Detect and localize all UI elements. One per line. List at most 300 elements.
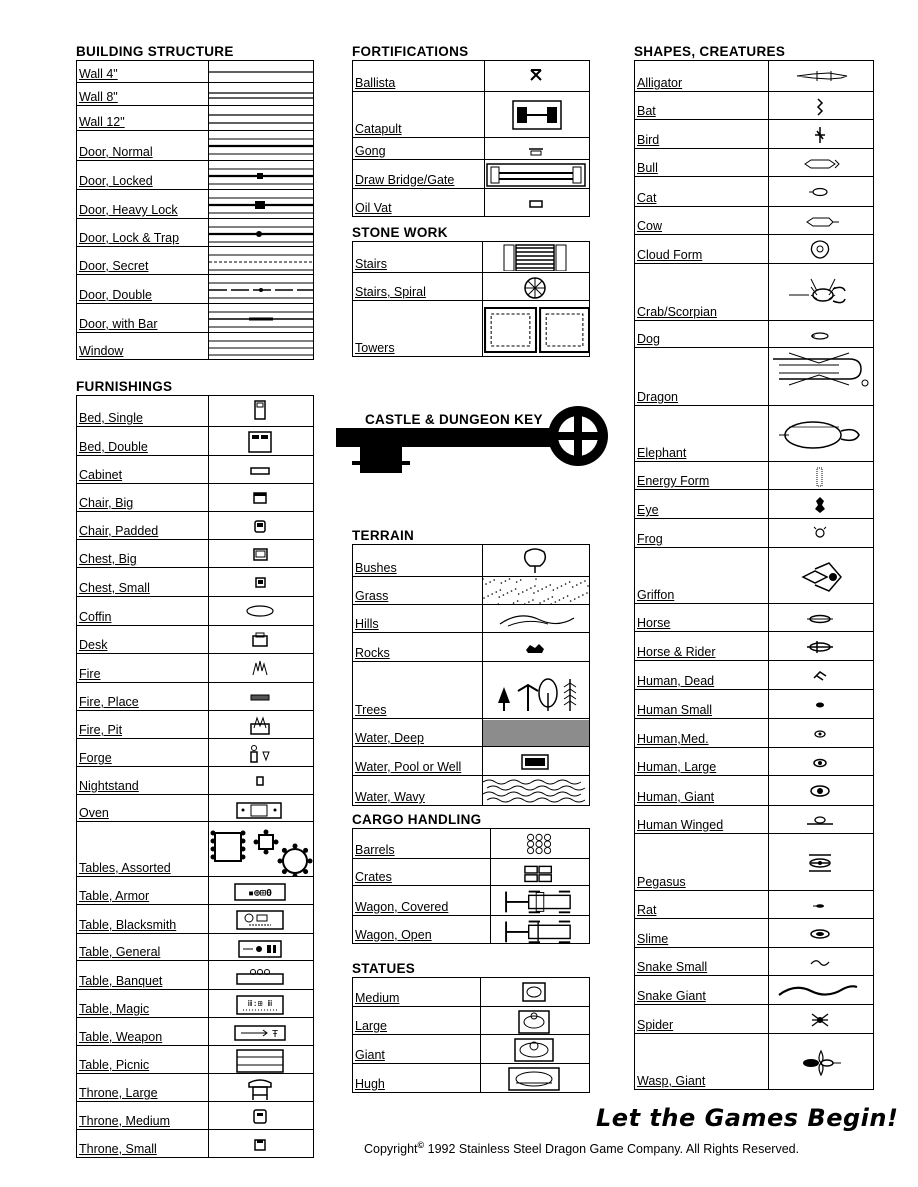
legend-row: [353, 858, 589, 885]
legend-row: [77, 539, 313, 567]
cabinet-icon: [209, 456, 313, 483]
legend-label: Throne, Large: [77, 1074, 209, 1101]
legend-row: [353, 775, 589, 805]
legend-label: Draw Bridge/Gate: [353, 160, 485, 188]
legend-label: Bat: [635, 92, 769, 119]
table-blacksmith-icon: [209, 905, 313, 933]
legend-table: [634, 60, 874, 1090]
legend-row: [353, 1063, 589, 1092]
oil-vat-icon: [485, 189, 589, 216]
legend-label: Wall 12": [77, 106, 209, 130]
legend-row: [77, 105, 313, 130]
legend-label: Window: [77, 333, 209, 359]
legend-label: Catapult: [353, 92, 485, 137]
crates-icon: [491, 859, 589, 885]
legend-row: [635, 890, 873, 918]
legend-label: Dragon: [635, 348, 769, 405]
legend-label: Slime: [635, 919, 769, 947]
legend-row: [635, 975, 873, 1004]
table-weapon-icon: [209, 1018, 313, 1045]
trees-icon: [483, 662, 589, 718]
legend-label: Wall 8": [77, 83, 209, 105]
legend-label: Elephant: [635, 406, 769, 461]
legend-row: [77, 61, 313, 82]
legend-row: [635, 489, 873, 518]
door-lock-trap-line-icon: [209, 219, 313, 246]
legend-label: Throne, Small: [77, 1130, 209, 1157]
legend-row: [77, 989, 313, 1017]
legend-row: [635, 918, 873, 947]
legend-label: Table, Armor: [77, 877, 209, 904]
rat-icon: [769, 891, 873, 918]
section-fortifications: [352, 44, 590, 217]
section-title: CARGO HANDLING: [352, 812, 482, 827]
legend-table: [76, 395, 314, 1158]
legend-row: [77, 82, 313, 105]
legend-label: Throne, Medium: [77, 1102, 209, 1129]
legend-label: Chest, Small: [77, 568, 209, 596]
stairs-icon: [483, 242, 589, 272]
snake-small-icon: [769, 948, 873, 975]
tables-assorted-icon: [209, 822, 313, 876]
key-title: CASTLE & DUNGEON KEY: [362, 412, 546, 427]
legend-row: [353, 829, 589, 858]
section-title: BUILDING STRUCTURE: [76, 44, 234, 59]
section-title: SHAPES, CREATURES: [634, 44, 786, 59]
legend-label: Fire, Pit: [77, 711, 209, 738]
legend-row: [635, 91, 873, 119]
legend-row: [635, 234, 873, 263]
section-title: STATUES: [352, 961, 416, 976]
legend-label: Human, Dead: [635, 661, 769, 689]
legend-label: Cloud Form: [635, 235, 769, 263]
legend-label: Water, Pool or Well: [353, 747, 483, 775]
cow-icon: [769, 207, 873, 234]
legend-row: [635, 833, 873, 890]
human-winged-icon: [769, 806, 873, 833]
statue-large-icon: [481, 1007, 589, 1034]
legend-row: [353, 137, 589, 159]
alligator-icon: [769, 61, 873, 91]
chair-big-icon: [209, 484, 313, 511]
section-furnishings: [76, 379, 314, 1158]
legend-row: [77, 455, 313, 483]
legend-label: Table, Blacksmith: [77, 905, 209, 933]
legend-label: Table, Banquet: [77, 961, 209, 989]
legend-label: Human, Large: [635, 748, 769, 775]
legend-label: Coffin: [77, 597, 209, 625]
legend-row: [353, 272, 589, 300]
legend-label: Door, Double: [77, 275, 209, 303]
wall-4-line-icon: [209, 61, 313, 82]
table-picnic-icon: [209, 1046, 313, 1073]
legend-row: [77, 682, 313, 710]
legend-row: [635, 805, 873, 833]
legend-row: [635, 61, 873, 91]
legend-row: [353, 978, 589, 1006]
catapult-icon: [485, 92, 589, 137]
legend-row: [635, 320, 873, 347]
frog-icon: [769, 519, 873, 547]
section-stone-work: [352, 225, 590, 357]
legend-table: [352, 60, 590, 217]
window-line-icon: [209, 333, 313, 359]
legend-label: Snake Small: [635, 948, 769, 975]
chest-small-icon: [209, 568, 313, 596]
fire-icon: [209, 654, 313, 682]
dragon-icon: [769, 348, 873, 405]
chest-big-icon: [209, 540, 313, 567]
legend-label: Crab/Scorpian: [635, 264, 769, 320]
legend-label: Frog: [635, 519, 769, 547]
legend-row: [353, 1034, 589, 1063]
throne-medium-icon: [209, 1102, 313, 1129]
legend-label: Alligator: [635, 61, 769, 91]
legend-label: Cow: [635, 207, 769, 234]
legend-label: Snake Giant: [635, 976, 769, 1004]
fire-pit-icon: [209, 711, 313, 738]
legend-row: [353, 300, 589, 356]
legend-row: [635, 631, 873, 660]
legend-label: Table, Picnic: [77, 1046, 209, 1073]
legend-label: Crates: [353, 859, 491, 885]
legend-label: Bushes: [353, 545, 483, 576]
legend-row: [77, 1073, 313, 1101]
door-locked-line-icon: [209, 161, 313, 189]
legend-row: [77, 653, 313, 682]
rocks-icon: [483, 633, 589, 661]
bat-icon: [769, 92, 873, 119]
door-heavy-lock-line-icon: [209, 190, 313, 218]
legend-row: [77, 1129, 313, 1157]
bed-double-icon: [209, 427, 313, 455]
bed-single-icon: [209, 396, 313, 426]
human-large-icon: [769, 748, 873, 775]
legend-row: [353, 632, 589, 661]
legend-row: [353, 188, 589, 216]
legend-label: Tables, Assorted: [77, 822, 209, 876]
legend-row: [635, 660, 873, 689]
bull-icon: [769, 149, 873, 176]
legend-label: Human Winged: [635, 806, 769, 833]
dog-icon: [769, 321, 873, 347]
legend-label: Horse: [635, 604, 769, 631]
section-building-structure: [76, 44, 314, 360]
legend-row: [77, 1101, 313, 1129]
section-title: FORTIFICATIONS: [352, 44, 469, 59]
copyright-prefix: Copyright: [364, 1142, 418, 1157]
legend-label: Nightstand: [77, 767, 209, 794]
legend-row: [77, 160, 313, 189]
legend-label: Door, Normal: [77, 131, 209, 160]
slime-icon: [769, 919, 873, 947]
legend-row: [353, 885, 589, 915]
legend-row: [353, 604, 589, 632]
legend-row: [635, 947, 873, 975]
legend-row: [77, 1017, 313, 1045]
legend-label: Eye: [635, 490, 769, 518]
wagon-open-icon: [491, 916, 589, 943]
legend-label: Trees: [353, 662, 483, 718]
table-magic-icon: [209, 990, 313, 1017]
section-title: FURNISHINGS: [76, 379, 173, 394]
legend-label: Giant: [353, 1035, 481, 1063]
legend-label: Horse & Rider: [635, 632, 769, 660]
legend-row: [77, 766, 313, 794]
legend-row: [77, 710, 313, 738]
legend-row: [77, 625, 313, 653]
legend-label: Pegasus: [635, 834, 769, 890]
legend-row: [77, 246, 313, 274]
legend-row: [77, 303, 313, 332]
table-armor-icon: [209, 877, 313, 904]
legend-row: [77, 876, 313, 904]
legend-row: [77, 396, 313, 426]
svg-text:▪⊕⊞0: ▪⊕⊞0: [247, 887, 273, 899]
legend-label: Forge: [77, 739, 209, 766]
slogan: Let the Games Begin!: [596, 1104, 899, 1132]
fireplace-icon: [209, 683, 313, 710]
legend-label: Stairs: [353, 242, 483, 272]
legend-row: [353, 718, 589, 746]
drawbridge-icon: [485, 160, 589, 188]
section-terrain: [352, 528, 590, 806]
legend-label: Door, Lock & Trap: [77, 219, 209, 246]
horse-icon: [769, 604, 873, 631]
section-cargo-handling: [352, 812, 590, 944]
legend-row: [77, 1045, 313, 1073]
legend-label: Fire, Place: [77, 683, 209, 710]
legend-label: Fire: [77, 654, 209, 682]
throne-large-icon: [209, 1074, 313, 1101]
legend-label: Human,Med.: [635, 719, 769, 747]
legend-label: Hugh: [353, 1064, 481, 1092]
door-secret-line-icon: [209, 247, 313, 274]
legend-label: Water, Wavy: [353, 776, 483, 805]
statue-giant-icon: [481, 1035, 589, 1063]
legend-row: [77, 738, 313, 766]
door-normal-line-icon: [209, 131, 313, 160]
copyright-mark: ©: [417, 1140, 425, 1150]
horse-rider-icon: [769, 632, 873, 660]
legend-row: [635, 603, 873, 631]
table-banquet-icon: [209, 961, 313, 989]
legend-row: [77, 426, 313, 455]
legend-row: [635, 119, 873, 148]
legend-label: Towers: [353, 301, 483, 356]
legend-row: [77, 904, 313, 933]
legend-label: Human Small: [635, 690, 769, 718]
legend-label: Stairs, Spiral: [353, 273, 483, 300]
legend-label: Spider: [635, 1005, 769, 1033]
legend-label: Cat: [635, 177, 769, 206]
oven-icon: [209, 795, 313, 821]
legend-label: Bull: [635, 149, 769, 176]
bird-icon: [769, 120, 873, 148]
water-wavy-icon: [483, 776, 589, 805]
legend-row: [635, 176, 873, 206]
legend-row: [635, 518, 873, 547]
legend-row: [353, 545, 589, 576]
legend-label: Bed, Double: [77, 427, 209, 455]
door-double-line-icon: [209, 275, 313, 303]
water-pool-icon: [483, 747, 589, 775]
legend-row: [77, 483, 313, 511]
legend-label: Chair, Padded: [77, 512, 209, 539]
legend-row: [77, 218, 313, 246]
legend-row: [635, 689, 873, 718]
legend-row: [353, 91, 589, 137]
legend-label: Chest, Big: [77, 540, 209, 567]
legend-label: Rat: [635, 891, 769, 918]
legend-label: Desk: [77, 626, 209, 653]
legend-row: [77, 960, 313, 989]
legend-label: Hills: [353, 605, 483, 632]
legend-row: [635, 206, 873, 234]
legend-table: [352, 544, 590, 806]
legend-label: Griffon: [635, 548, 769, 603]
legend-label: Oil Vat: [353, 189, 485, 216]
legend-row: [77, 511, 313, 539]
legend-row: [353, 661, 589, 718]
eye-icon: [769, 490, 873, 518]
legend-label: Bird: [635, 120, 769, 148]
spider-icon: [769, 1005, 873, 1033]
human-giant-icon: [769, 776, 873, 805]
section-statues: [352, 961, 590, 1093]
section-title: TERRAIN: [352, 528, 415, 543]
legend-row: [353, 242, 589, 272]
legend-row: [77, 567, 313, 596]
snake-giant-icon: [769, 976, 873, 1004]
legend-row: [77, 189, 313, 218]
wall-12-line-icon: [209, 106, 313, 130]
legend-row: [77, 794, 313, 821]
nightstand-icon: [209, 767, 313, 794]
legend-label: Gong: [353, 138, 485, 159]
legend-label: Human, Giant: [635, 776, 769, 805]
legend-label: Wall 4": [77, 61, 209, 82]
statue-hugh-icon: [481, 1064, 589, 1092]
crab-scorpion-icon: [769, 264, 873, 320]
legend-row: [353, 576, 589, 604]
legend-row: [635, 1004, 873, 1033]
table-general-icon: [209, 934, 313, 960]
door-bar-line-icon: [209, 304, 313, 332]
legend-row: [77, 332, 313, 359]
legend-row: [77, 933, 313, 960]
gong-icon: [485, 138, 589, 159]
legend-row: [635, 775, 873, 805]
legend-row: [77, 130, 313, 160]
legend-label: Oven: [77, 795, 209, 821]
legend-table: [352, 977, 590, 1093]
legend-row: [635, 461, 873, 489]
legend-label: Door, with Bar: [77, 304, 209, 332]
legend-row: [635, 347, 873, 405]
copyright-line: [364, 1140, 799, 1156]
water-deep-icon: [483, 719, 589, 746]
legend-row: [635, 148, 873, 176]
legend-row: [635, 747, 873, 775]
legend-label: Wagon, Open: [353, 916, 491, 943]
svg-text:Ŧ: Ŧ: [271, 1028, 279, 1040]
legend-label: Dog: [635, 321, 769, 347]
hills-icon: [483, 605, 589, 632]
legend-label: Table, Magic: [77, 990, 209, 1017]
legend-label: Table, Weapon: [77, 1018, 209, 1045]
legend-label: Medium: [353, 978, 481, 1006]
towers-icon: [483, 301, 589, 356]
pegasus-icon: [769, 834, 873, 890]
legend-row: [77, 596, 313, 625]
desk-icon: [209, 626, 313, 653]
legend-label: Water, Deep: [353, 719, 483, 746]
ballista-icon: [485, 61, 589, 91]
section-shapes-creatures: [634, 44, 874, 1090]
legend-label: Door, Secret: [77, 247, 209, 274]
chair-padded-icon: [209, 512, 313, 539]
legend-label: Wagon, Covered: [353, 886, 491, 915]
legend-label: Wasp, Giant: [635, 1034, 769, 1089]
legend-label: Door, Locked: [77, 161, 209, 189]
legend-row: [353, 61, 589, 91]
statue-medium-icon: [481, 978, 589, 1006]
cloud-form-icon: [769, 235, 873, 263]
legend-label: Barrels: [353, 829, 491, 858]
wasp-giant-icon: [769, 1034, 873, 1089]
coffin-icon: [209, 597, 313, 625]
legend-label: Large: [353, 1007, 481, 1034]
barrels-icon: [491, 829, 589, 858]
human-dead-icon: [769, 661, 873, 689]
forge-icon: [209, 739, 313, 766]
legend-row: [635, 1033, 873, 1089]
wall-8-line-icon: [209, 83, 313, 105]
stairs-spiral-icon: [483, 273, 589, 300]
legend-table: [76, 60, 314, 360]
legend-row: [77, 274, 313, 303]
legend-label: Energy Form: [635, 462, 769, 489]
legend-label: Grass: [353, 577, 483, 604]
griffon-icon: [769, 548, 873, 603]
legend-label: Table, General: [77, 934, 209, 960]
legend-row: [77, 821, 313, 876]
throne-small-icon: [209, 1130, 313, 1157]
legend-label: Ballista: [353, 61, 485, 91]
legend-row: [353, 746, 589, 775]
legend-label: Cabinet: [77, 456, 209, 483]
grass-icon: [483, 577, 589, 604]
legend-row: [635, 547, 873, 603]
legend-label: Door, Heavy Lock: [77, 190, 209, 218]
section-title: STONE WORK: [352, 225, 448, 240]
legend-row: [635, 263, 873, 320]
legend-row: [353, 1006, 589, 1034]
wagon-covered-icon: [491, 886, 589, 915]
legend-table: [352, 828, 590, 944]
legend-row: [635, 405, 873, 461]
energy-form-icon: [769, 462, 873, 489]
bushes-icon: [483, 545, 589, 576]
legend-row: [353, 915, 589, 943]
legend-table: [352, 241, 590, 357]
legend-row: [635, 718, 873, 747]
copyright-text: 1992 Stainless Steel Dragon Game Company. All Rights Reserved.: [424, 1142, 800, 1157]
legend-label: Chair, Big: [77, 484, 209, 511]
legend-label: Rocks: [353, 633, 483, 661]
human-med-icon: [769, 719, 873, 747]
